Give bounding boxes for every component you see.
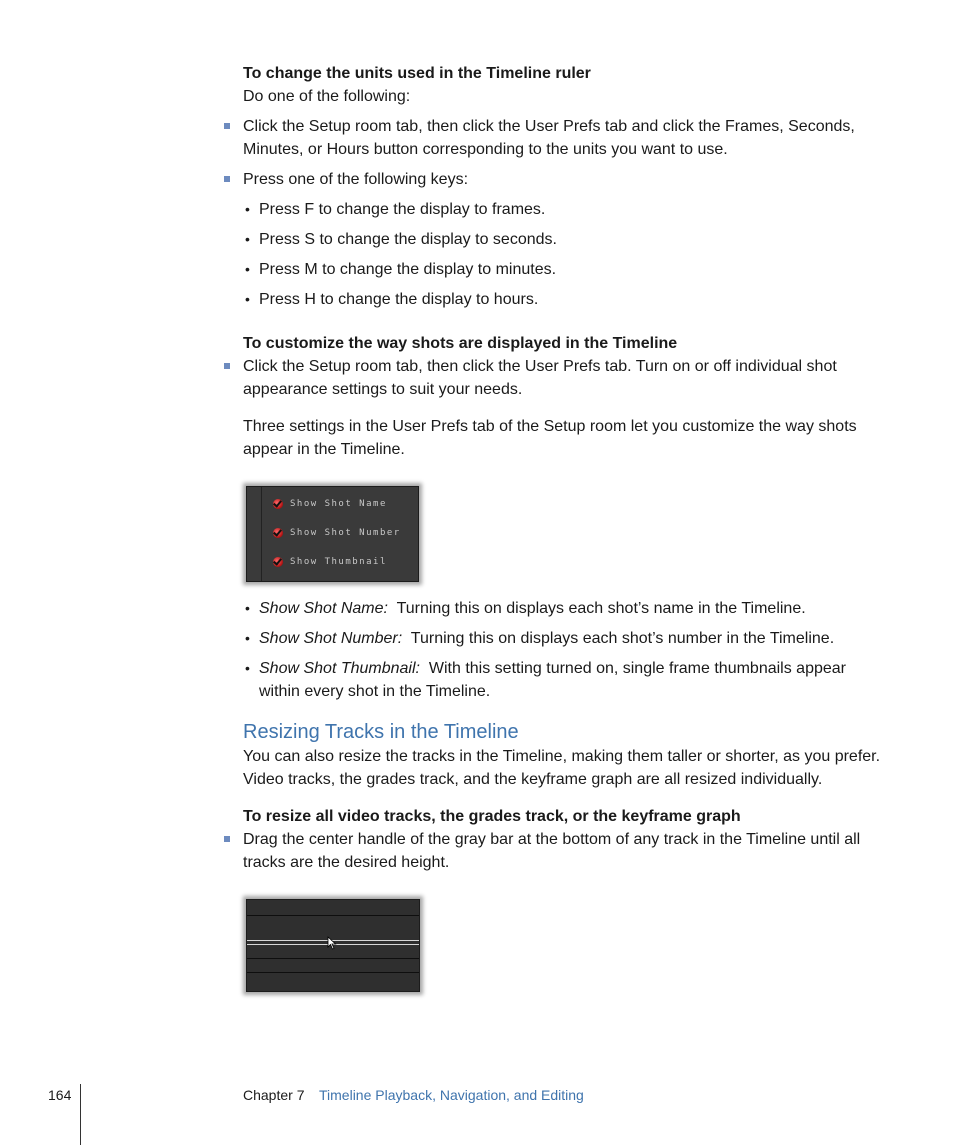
- dot-bullet-icon: •: [245, 201, 250, 217]
- dot-bullet-icon: •: [245, 630, 250, 646]
- track-divider: [247, 915, 419, 916]
- shot-settings-screenshot: [246, 486, 419, 582]
- checkbox-checked-icon: [273, 499, 283, 509]
- list-item: Press one of the following keys:: [243, 171, 469, 188]
- page-number: 164: [48, 1087, 72, 1103]
- task-heading-resize-tracks: To resize all video tracks, the grades track, or the keyframe graph: [243, 808, 741, 825]
- checkbox-checked-icon: [273, 528, 283, 538]
- task-heading-ruler-units: To change the units used in the Timeline ruler: [243, 65, 591, 82]
- panel-divider: [261, 487, 262, 581]
- dot-bullet-icon: •: [245, 261, 250, 277]
- sub-list-item: Press M to change the display to minutes.: [259, 261, 557, 278]
- square-bullet-icon: [224, 123, 230, 129]
- definition-term: Show Shot Number:: [259, 630, 403, 647]
- sub-list-item: Press S to change the display to seconds.: [259, 231, 557, 248]
- paragraph: Three settings in the User Prefs tab of the Setup room let you customize the way shots appear in the Timeline.: [243, 418, 857, 458]
- definition-desc: With this setting turned on, single frame thumbnails appear within every shot in the Timeline.: [259, 660, 846, 700]
- dot-bullet-icon: •: [245, 231, 250, 247]
- list-item: Click the Setup room tab, then click the User Prefs tab and click the Frames, Seconds, Minutes, or Hours button corresponding to the units you want to use.: [243, 118, 855, 158]
- definition-term: Show Shot Thumbnail:: [259, 660, 420, 677]
- paragraph: You can also resize the tracks in the Timeline, making them taller or shorter, as you prefer. Video tracks, the grades track, and the keyframe graph are all resized individually.: [243, 748, 881, 788]
- task-heading-shot-display: To customize the way shots are displayed in the Timeline: [243, 335, 678, 352]
- square-bullet-icon: [224, 176, 230, 182]
- show-thumbnail-option: [273, 555, 387, 569]
- definition-item: [259, 657, 859, 703]
- dot-bullet-icon: •: [245, 600, 250, 616]
- track-divider: [247, 972, 419, 973]
- square-bullet-icon: [224, 363, 230, 369]
- track-divider: [247, 958, 419, 959]
- intro-text: Do one of the following:: [243, 88, 411, 105]
- option-label: Show Shot Name: [290, 499, 387, 509]
- checkbox-checked-icon: [273, 557, 283, 567]
- chapter-label: Chapter 7: [243, 1087, 305, 1103]
- definition-item: [259, 597, 806, 620]
- sub-list-item: Press F to change the display to frames.: [259, 201, 546, 218]
- cursor-icon: [327, 936, 337, 950]
- square-bullet-icon: [224, 836, 230, 842]
- definition-term: Show Shot Name:: [259, 600, 388, 617]
- option-label: Show Shot Number: [290, 528, 401, 538]
- dot-bullet-icon: •: [245, 660, 250, 676]
- list-item: Drag the center handle of the gray bar at the bottom of any track in the Timeline until all tracks are the desired height.: [243, 831, 861, 871]
- chapter-title: Timeline Playback, Navigation, and Editing: [319, 1087, 584, 1103]
- footer-divider: [80, 1084, 81, 1145]
- definition-desc: Turning this on displays each shot’s number in the Timeline.: [410, 630, 835, 647]
- list-item: Click the Setup room tab, then click the User Prefs tab. Turn on or off individual shot appearance settings to suit your needs.: [243, 358, 837, 398]
- definition-item: [259, 627, 834, 650]
- sub-list-item: Press H to change the display to hours.: [259, 291, 539, 308]
- section-title: Resizing Tracks in the Timeline: [243, 721, 519, 743]
- show-shot-number-option: [273, 526, 401, 540]
- track-resize-screenshot: [246, 899, 420, 992]
- option-label: Show Thumbnail: [290, 557, 387, 567]
- show-shot-name-option: [273, 497, 387, 511]
- dot-bullet-icon: •: [245, 291, 250, 307]
- definition-desc: Turning this on displays each shot’s name in the Timeline.: [396, 600, 806, 617]
